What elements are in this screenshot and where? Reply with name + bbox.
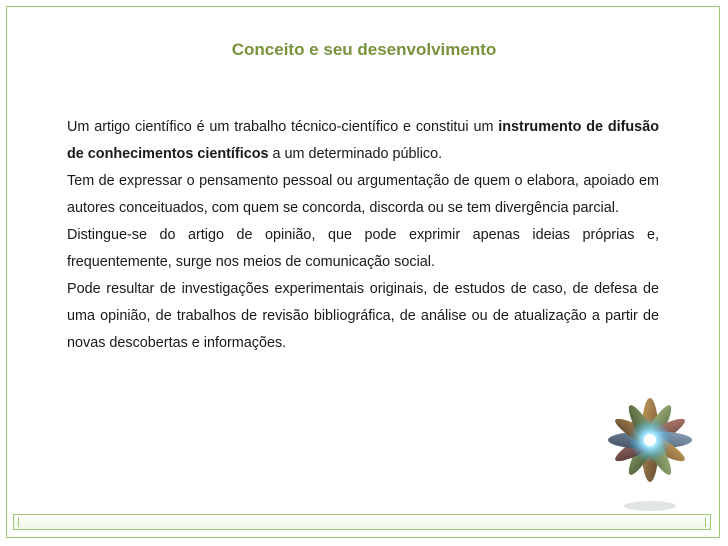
paragraph-1-bold: instrumento de difusão de conhecimentos científicos: [67, 119, 659, 162]
slide-body: [67, 114, 659, 357]
paragraph-1-text: Um artigo científico é um trabalho técnico-científico e constitui um: [67, 119, 499, 135]
footer-bar: [13, 514, 711, 530]
paragraph-3: Distingue-se do artigo de opinião, que pode exprimir apenas ideias próprias e, frequentemente, surge nos meios de comunicação social.: [67, 227, 659, 270]
star-flower-photo-collage-icon: [590, 378, 710, 518]
paragraph-1-end: a um determinado público.: [268, 146, 443, 162]
footer-bar-tick-left: [18, 517, 19, 527]
paragraph-2: Tem de expressar o pensamento pessoal ou argumentação de quem o elabora, apoiado em autores conceituados, com quem se concorda, discorda ou se tem divergência parcial.: [67, 173, 659, 216]
slide-title: Conceito e seu desenvolvimento: [231, 40, 497, 59]
footer-bar-tick-right: [705, 517, 706, 527]
paragraph-1: [67, 114, 659, 168]
paragraph-4: Pode resultar de investigações experimentais originais, de estudos de caso, de defesa de uma opinião, de trabalhos de revisão bibliográfica, de análise ou de atualização a partir de novas descobertas e informações.: [67, 281, 659, 351]
